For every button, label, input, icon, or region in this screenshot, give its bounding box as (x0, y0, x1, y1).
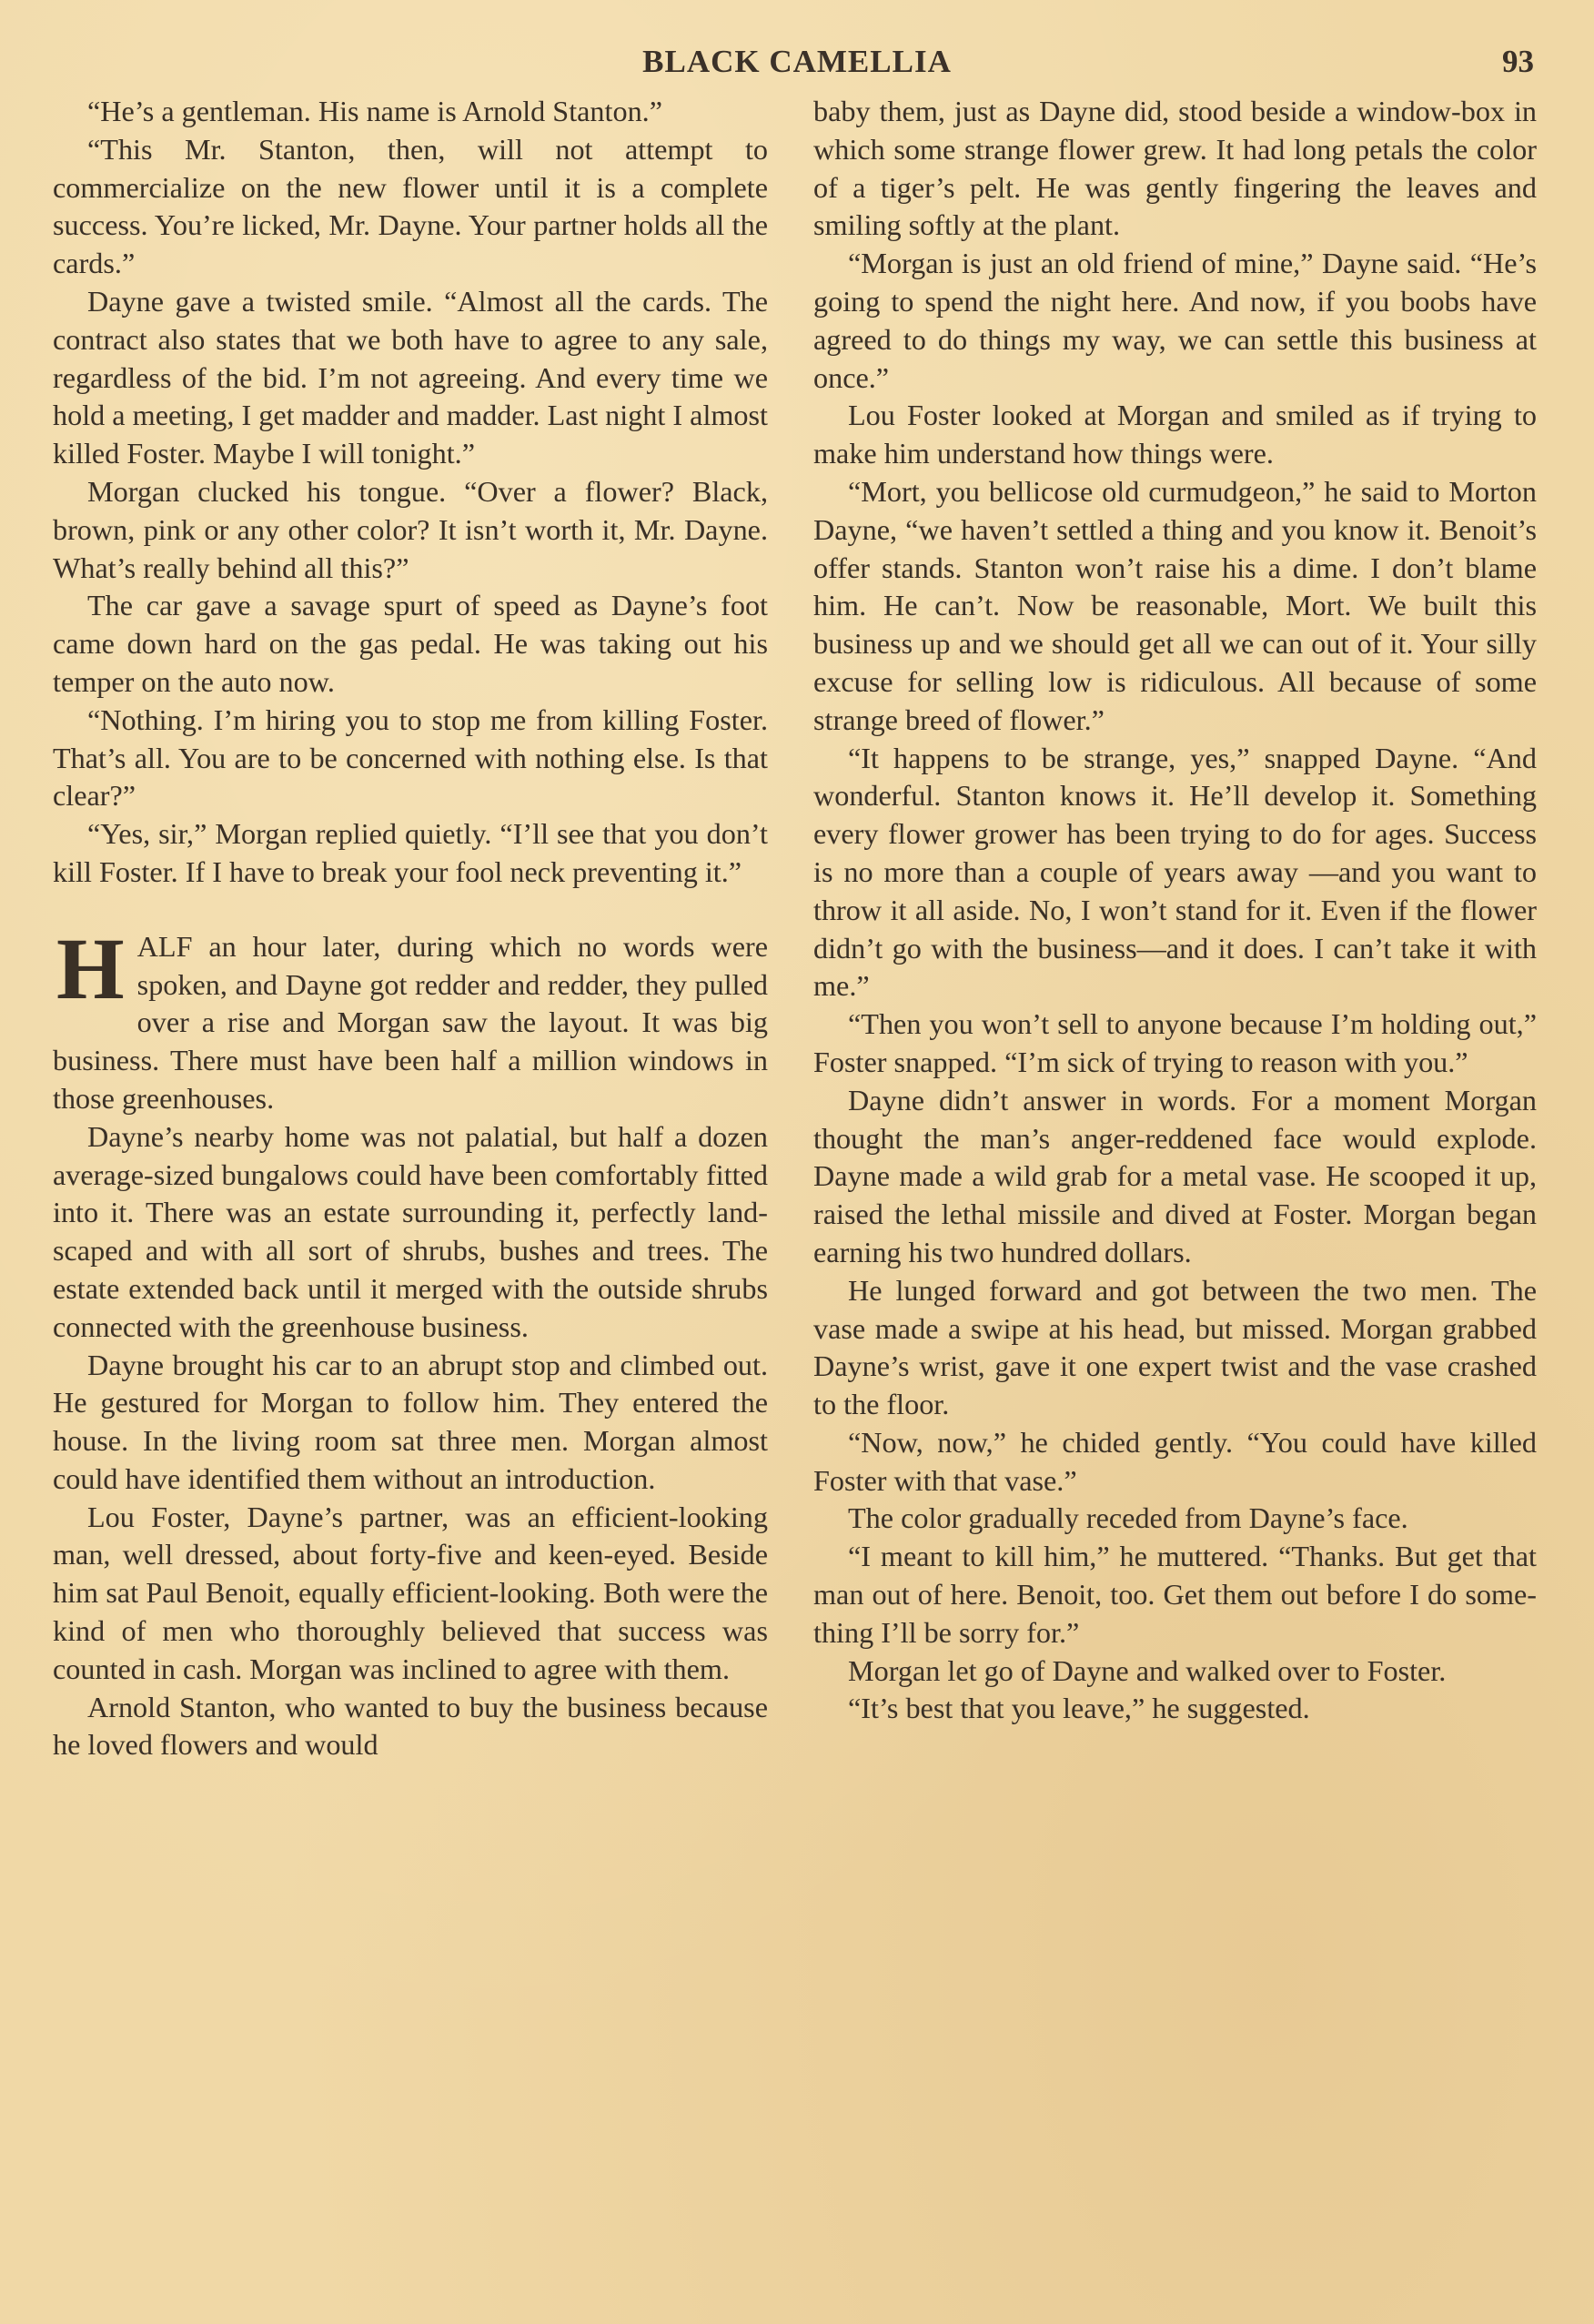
drop-cap: H (56, 919, 125, 1017)
paragraph: Lou Foster, Dayne’s partner, was an efficient-looking man, well dressed, about forty-five and keen-eyed. Beside him sat Paul Benoit, equally efficient-looking. Both were the kind of men who thoroughly believed that success was counted in cash. Morgan was inclined to agree with them. (53, 1500, 768, 1685)
dropcap-paragraph (53, 919, 768, 1118)
page-number: 93 (1502, 44, 1534, 79)
paragraph: Dayne brought his car to an abrupt stop and climbed out. He gestured for Morgan to follow him. They entered the house. In the living room sat three men. Morgan almost could have identified them without an introduction. (53, 1348, 768, 1495)
dropcap-paragraph-text: ALF an hour later, during which no words were spoken, and Dayne got redder and redder, they pulled over a rise and Morgan saw the layout. It was big business. There must have been half a million windows in those greenhouses. (53, 929, 768, 1115)
paragraph: He lunged forward and got between the two men. The vase made a swipe at his head, but missed. Morgan grabbed Dayne’s wrist, gave it one expert twist and the vase crashed to the floor. (813, 1273, 1537, 1421)
paragraph: Morgan clucked his tongue. “Over a flower? Black, brown, pink or any other color? It isn’t worth it, Mr. Dayne. What’s really behind all this?” (53, 474, 768, 584)
paragraph: Dayne gave a twisted smile. “Almost all the cards. The contract also states that we both have to agree to any sale, regardless of the bid. I’m not agreeing. And every time we hold a meeting, I get madder and madder. Last night I almost killed Foster. Maybe I will tonight.” (53, 284, 768, 470)
paragraph: Arnold Stanton, who wanted to buy the business because he loved flowers and would (53, 1690, 768, 1762)
paragraph: “Nothing. I’m hiring you to stop me from killing Foster. That’s all. You are to be concerned with nothing else. Is that clear?” (53, 702, 768, 813)
paragraph: “I meant to kill him,” he muttered. “Thanks. But get that man out of here. Benoit, too. Get them out before I do something I’ll be sorry for.” (813, 1540, 1537, 1649)
paragraph: “Morgan is just an old friend of mine,” Dayne said. “He’s going to spend the night here. And now, if you boobs have agreed to do things my way, we can settle this business at once.” (813, 247, 1537, 394)
section-break (53, 892, 768, 928)
paragraph: “Mort, you bellicose old curmudgeon,” he said to Morton Dayne, “we haven’t settled a thing and you know it. Benoit’s offer stands. Stanton won’t raise his a dime. I don’t blame him. He can’t. Now be reasonable, Mort. We built this business up and we should get all we can out of it. Your silly excuse for selling low is ridiculous. All because of some strange breed of flower.” (813, 474, 1537, 736)
paragraph: The color gradually receded from Dayne’s face. (848, 1501, 1408, 1535)
paragraph: “Then you won’t sell to anyone because I’m holding out,” Foster snapped. “I’m sick of trying to reason with you.” (813, 1007, 1537, 1078)
paragraph: “Now, now,” he chided gently. “You could have killed Foster with that vase.” (813, 1425, 1537, 1497)
paragraph: “This Mr. Stanton, then, will not attempt to commercialize on the new flower until it is a complete success. You’re licked, Mr. Dayne. Your partner holds all the cards.” (53, 132, 768, 280)
paragraph: The car gave a savage spurt of speed as Dayne’s foot came down hard on the gas pedal. He was taking out his temper on the auto now. (53, 589, 768, 698)
continued-paragraph: baby them, just as Dayne did, stood beside a window-box in which some strange flower grew. It had long petals the color of a tiger’s pelt. He was gently fingering the leaves and smiling softly at the plant. (813, 95, 1537, 242)
paragraph: “It’s best that you leave,” he suggested. (848, 1692, 1310, 1725)
paragraph: Dayne didn’t answer in words. For a moment Morgan thought the man’s anger-reddened face would explode. Dayne made a wild grab for a metal vase. He scooped it up, raised the lethal missile and dived at Foster. Morgan began earning his two hundred dollars. (813, 1083, 1537, 1268)
running-title: BLACK CAMELLIA (642, 44, 952, 79)
paragraph: Dayne’s nearby home was not palatial, but half a dozen average-sized bungalows could have been comfortably fitted into it. There was an estate surrounding it, perfectly landscaped and with all sort of shrubs, bushes and trees. The estate extended back until it merged with the outside shrubs connected with the greenhouse business. (53, 1119, 768, 1343)
paragraph: Morgan let go of Dayne and walked over to Foster. (848, 1653, 1447, 1687)
right-column (813, 93, 1537, 1728)
paragraph: “It happens to be strange, yes,” snapped Dayne. “And wonderful. Stanton knows it. He’ll develop it. Something every flower grower has been trying to do for ages. Success is no more than a couple of years away —and you want to throw it all aside. No, I won’t stand for it. Even if the flower didn’t go with the business—and it does. I can’t take it with me.” (813, 741, 1537, 1003)
left-column (53, 93, 768, 1764)
paragraph: Lou Foster looked at Morgan and smiled as if trying to make him understand how things were. (813, 399, 1537, 470)
paragraph: “Yes, sir,” Morgan replied quietly. “I’ll see that you don’t kill Foster. If I have to break your fool neck preventing it.” (53, 817, 768, 888)
paragraph: “He’s a gentleman. His name is Arnold Stanton.” (87, 95, 662, 127)
